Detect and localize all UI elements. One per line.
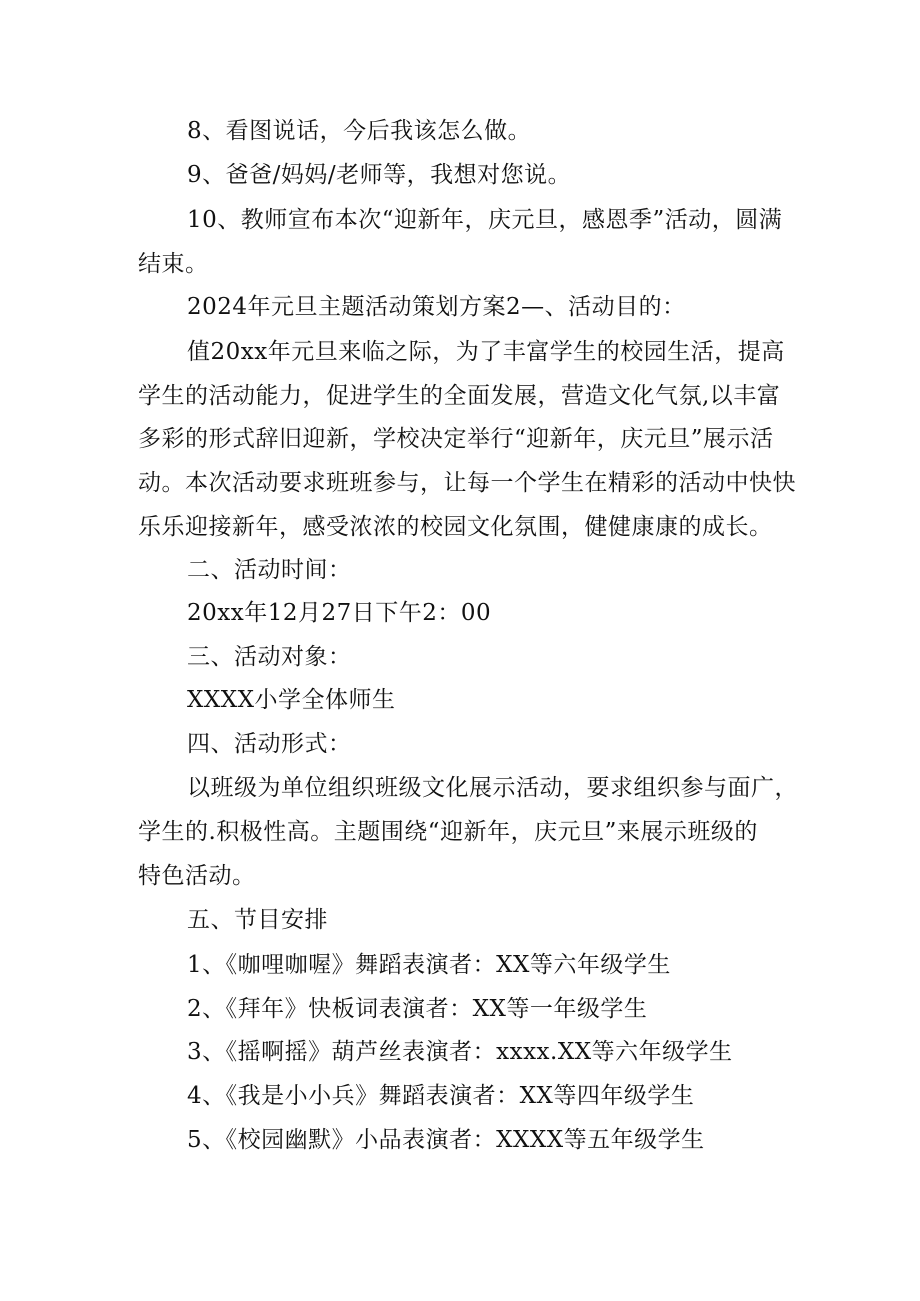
- section-heading: 三、活动对象：: [187, 644, 352, 670]
- text-line: XXXX小学全体师生: [187, 687, 396, 713]
- text-line: 8、看图说话，今后我该怎么做。: [187, 118, 532, 144]
- program-item: 4、《我是小小兵》舞蹈表演者：XX等四年级学生: [187, 1083, 695, 1109]
- section-heading: 二、活动时间：: [187, 557, 352, 583]
- section-heading: 四、活动形式：: [187, 731, 352, 757]
- text-line: 10、教师宣布本次“迎新年，庆元旦，感恩季”活动，圆满: [187, 207, 783, 233]
- text-line: 学生的活动能力，促进学生的全面发展，营造文化气氛,以丰富: [138, 383, 781, 409]
- text-line: 动。本次活动要求班班参与，让每一个学生在精彩的活动中快快: [138, 470, 796, 496]
- text-line: 值20xx年元旦来临之际，为了丰富学生的校园生活，提高: [187, 339, 785, 365]
- program-item: 3、《摇啊摇》葫芦丝表演者：xxxx.XX等六年级学生: [187, 1039, 733, 1065]
- text-line: 结束。: [138, 251, 209, 277]
- program-item: 5、《校园幽默》小品表演者：XXXX等五年级学生: [187, 1127, 705, 1153]
- text-line: 多彩的形式辞旧迎新，学校决定举行“迎新年，庆元旦”展示活: [138, 426, 774, 452]
- text-line: 乐乐迎接新年，感受浓浓的校园文化氛围，健健康康的成长。: [138, 514, 773, 540]
- program-item: 2、《拜年》快板词表演者：XX等一年级学生: [187, 996, 648, 1022]
- program-item: 1、《咖哩咖喔》舞蹈表演者：XX等六年级学生: [187, 952, 671, 978]
- text-line: 20xx年12月27日下午2：00: [187, 600, 492, 626]
- text-line: 特色活动。: [138, 863, 256, 889]
- text-line: 9、爸爸/妈妈/老师等，我想对您说。: [187, 162, 572, 188]
- text-line: 以班级为单位组织班级文化展示活动，要求组织参与面广，: [187, 775, 798, 801]
- section-heading: 2024年元旦主题活动策划方案2—、活动目的：: [187, 294, 686, 320]
- text-line: 学生的.积极性高。主题围绕“迎新年，庆元旦”来展示班级的: [138, 819, 758, 845]
- section-heading: 五、节目安排: [187, 907, 328, 933]
